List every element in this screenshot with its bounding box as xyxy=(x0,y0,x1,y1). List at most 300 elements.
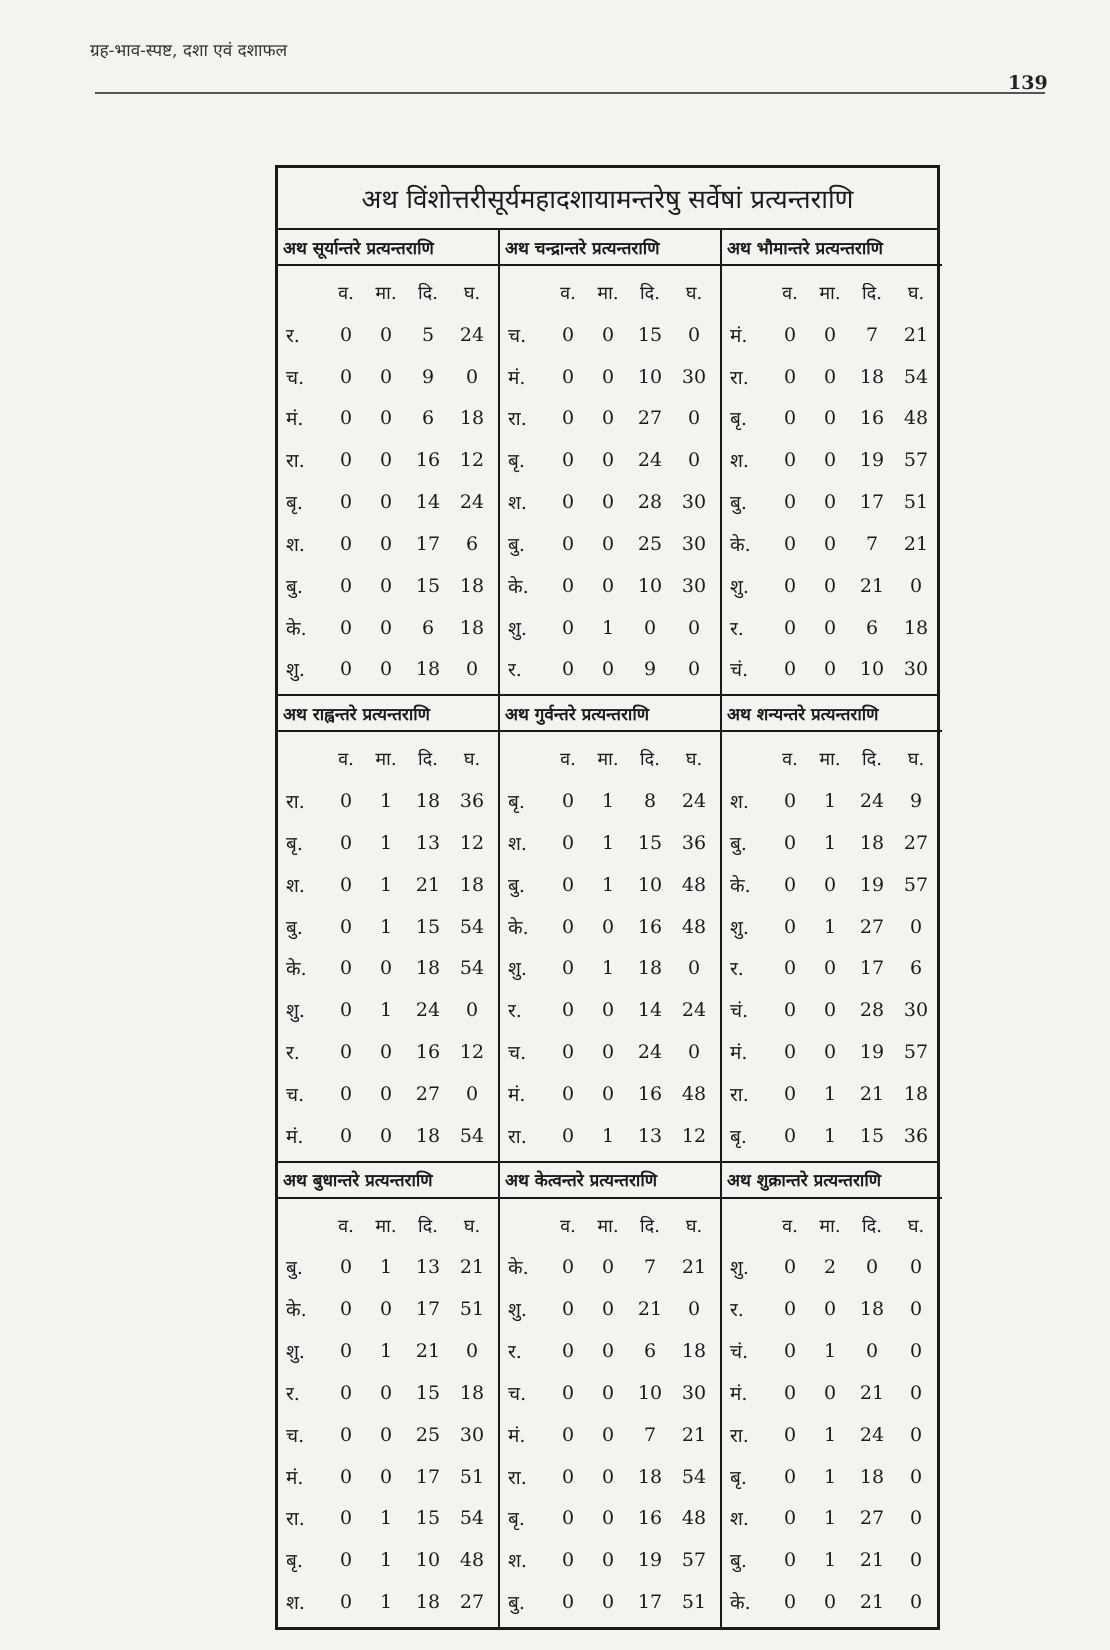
column-header-row xyxy=(282,272,494,314)
value-cell: 0 xyxy=(687,449,701,472)
planet-cell: च. xyxy=(508,1042,527,1065)
value-cell: 14 xyxy=(637,999,663,1022)
header-rule xyxy=(95,92,1045,94)
value-cell: 1 xyxy=(823,1124,837,1147)
value-cell: 0 xyxy=(561,658,575,681)
table-row xyxy=(282,864,494,906)
planet-cell: च. xyxy=(286,366,305,389)
value-cell: 0 xyxy=(823,407,837,430)
value-cell: 0 xyxy=(339,1256,353,1279)
planet-cell: च. xyxy=(286,1424,305,1447)
value-cell: 15 xyxy=(415,915,441,938)
value-cell: 1 xyxy=(823,1082,837,1105)
value-cell: 1 xyxy=(379,873,393,896)
value-cell: 30 xyxy=(681,491,707,514)
value-cell: 18 xyxy=(415,1591,441,1614)
table-row xyxy=(282,648,494,690)
value-cell: 15 xyxy=(637,831,663,854)
column-header: दि. xyxy=(862,282,882,304)
value-cell: 0 xyxy=(783,873,797,896)
planet-cell: शु. xyxy=(508,1299,527,1322)
sub-table-panel xyxy=(500,1163,722,1627)
table-row xyxy=(726,1414,938,1456)
value-cell: 0 xyxy=(687,407,701,430)
value-cell: 18 xyxy=(415,957,441,980)
value-cell: 0 xyxy=(379,1423,393,1446)
planet-cell: मं. xyxy=(508,1083,526,1106)
value-cell: 48 xyxy=(903,407,929,430)
value-cell: 15 xyxy=(859,1124,885,1147)
column-header: मा. xyxy=(375,749,397,771)
table-row xyxy=(726,906,938,948)
value-cell: 0 xyxy=(909,1465,923,1488)
value-cell: 0 xyxy=(561,1298,575,1321)
planet-cell: श. xyxy=(730,450,749,473)
value-cell: 0 xyxy=(339,407,353,430)
value-cell: 54 xyxy=(459,1507,485,1530)
value-cell: 19 xyxy=(637,1549,663,1572)
value-cell: 0 xyxy=(561,1381,575,1404)
value-cell: 12 xyxy=(459,1041,485,1064)
value-cell: 0 xyxy=(783,999,797,1022)
value-cell: 0 xyxy=(601,915,615,938)
value-cell: 0 xyxy=(783,323,797,346)
value-cell: 36 xyxy=(903,1124,929,1147)
value-cell: 0 xyxy=(561,365,575,388)
column-header: दि. xyxy=(862,1215,882,1237)
planet-cell: श. xyxy=(286,874,305,897)
planet-cell: शु. xyxy=(286,659,305,682)
value-cell: 0 xyxy=(823,491,837,514)
table-row xyxy=(504,565,716,607)
value-cell: 18 xyxy=(637,1465,663,1488)
value-cell: 0 xyxy=(783,1041,797,1064)
value-cell: 0 xyxy=(783,407,797,430)
value-cell: 0 xyxy=(783,1465,797,1488)
value-cell: 57 xyxy=(903,873,929,896)
value-cell: 9 xyxy=(421,365,435,388)
column-header: व. xyxy=(338,1215,354,1237)
column-header: घ. xyxy=(685,749,703,771)
table-row xyxy=(282,356,494,398)
value-cell: 18 xyxy=(859,1465,885,1488)
value-cell: 25 xyxy=(415,1423,441,1446)
planet-cell: बु. xyxy=(286,575,303,598)
value-cell: 0 xyxy=(823,658,837,681)
value-cell: 0 xyxy=(561,1507,575,1530)
table-row xyxy=(282,947,494,989)
value-cell: 6 xyxy=(421,407,435,430)
value-cell: 1 xyxy=(379,999,393,1022)
planet-cell: के. xyxy=(508,1257,529,1280)
planet-cell: के. xyxy=(508,916,529,939)
column-header-row xyxy=(282,738,494,780)
value-cell: 24 xyxy=(459,323,485,346)
sub-table-grid xyxy=(722,1199,942,1627)
column-header: मा. xyxy=(597,282,619,304)
value-cell: 0 xyxy=(379,1041,393,1064)
value-cell: 0 xyxy=(601,1507,615,1530)
table-row xyxy=(282,397,494,439)
value-cell: 17 xyxy=(415,532,441,555)
value-cell: 0 xyxy=(601,1256,615,1279)
value-cell: 0 xyxy=(339,1423,353,1446)
planet-cell: के. xyxy=(286,958,307,981)
value-cell: 1 xyxy=(601,831,615,854)
column-header-row xyxy=(726,1205,938,1247)
table-row xyxy=(726,989,938,1031)
value-cell: 0 xyxy=(783,532,797,555)
sub-table-panel xyxy=(722,696,942,1160)
value-cell: 0 xyxy=(601,574,615,597)
value-cell: 21 xyxy=(903,532,929,555)
table-row xyxy=(504,780,716,822)
column-header: घ. xyxy=(685,1215,703,1237)
value-cell: 30 xyxy=(903,658,929,681)
value-cell: 0 xyxy=(339,957,353,980)
planet-cell: र. xyxy=(730,958,744,981)
sub-table-panel xyxy=(500,230,722,694)
value-cell: 21 xyxy=(859,1591,885,1614)
planet-cell: रा. xyxy=(286,791,305,814)
table-row xyxy=(726,1031,938,1073)
value-cell: 0 xyxy=(339,1465,353,1488)
value-cell: 0 xyxy=(823,873,837,896)
value-cell: 0 xyxy=(783,1507,797,1530)
value-cell: 0 xyxy=(643,616,657,639)
value-cell: 0 xyxy=(339,790,353,813)
value-cell: 54 xyxy=(459,957,485,980)
planet-cell: रा. xyxy=(508,1466,527,1489)
table-row xyxy=(726,439,938,481)
table-row xyxy=(282,523,494,565)
value-cell: 1 xyxy=(823,1423,837,1446)
value-cell: 24 xyxy=(681,790,707,813)
table-row xyxy=(726,565,938,607)
planet-cell: बु. xyxy=(508,874,525,897)
planet-cell: र. xyxy=(508,1000,522,1023)
value-cell: 0 xyxy=(339,831,353,854)
column-header: दि. xyxy=(418,1215,438,1237)
sub-table-title: अथ चन्द्रान्तरे प्रत्यन्तराणि xyxy=(500,230,720,266)
value-cell: 21 xyxy=(637,1298,663,1321)
table-row xyxy=(282,1414,494,1456)
value-cell: 0 xyxy=(909,574,923,597)
table-row xyxy=(282,565,494,607)
value-cell: 18 xyxy=(859,1298,885,1321)
table-row xyxy=(504,1539,716,1581)
table-row xyxy=(504,864,716,906)
table-row xyxy=(504,1288,716,1330)
value-cell: 0 xyxy=(909,915,923,938)
value-cell: 30 xyxy=(681,1381,707,1404)
value-cell: 16 xyxy=(637,1082,663,1105)
planet-cell: र. xyxy=(730,1299,744,1322)
value-cell: 0 xyxy=(909,1298,923,1321)
value-cell: 18 xyxy=(415,790,441,813)
value-cell: 0 xyxy=(379,1298,393,1321)
value-cell: 51 xyxy=(459,1298,485,1321)
value-cell: 6 xyxy=(909,957,923,980)
value-cell: 8 xyxy=(643,790,657,813)
value-cell: 10 xyxy=(637,365,663,388)
value-cell: 0 xyxy=(379,658,393,681)
value-cell: 0 xyxy=(783,658,797,681)
planet-cell: बृ. xyxy=(508,791,525,814)
value-cell: 30 xyxy=(681,532,707,555)
column-header-row xyxy=(504,272,716,314)
table-row xyxy=(726,1581,938,1623)
value-cell: 0 xyxy=(561,616,575,639)
value-cell: 0 xyxy=(339,1041,353,1064)
value-cell: 17 xyxy=(415,1465,441,1488)
value-cell: 0 xyxy=(379,616,393,639)
column-header: मा. xyxy=(375,1215,397,1237)
value-cell: 1 xyxy=(823,1507,837,1530)
table-row xyxy=(282,607,494,649)
table-row xyxy=(726,607,938,649)
table-row xyxy=(726,1372,938,1414)
value-cell: 0 xyxy=(339,616,353,639)
value-cell: 0 xyxy=(783,1423,797,1446)
planet-cell: शु. xyxy=(730,575,749,598)
value-cell: 0 xyxy=(601,1381,615,1404)
running-head-title: ग्रह-भाव-स्पष्ट, दशा एवं दशाफल xyxy=(90,41,288,61)
value-cell: 0 xyxy=(823,999,837,1022)
table-row xyxy=(504,1330,716,1372)
planet-cell: श. xyxy=(286,533,305,556)
value-cell: 48 xyxy=(681,873,707,896)
value-cell: 1 xyxy=(823,915,837,938)
value-cell: 27 xyxy=(459,1591,485,1614)
sub-table-panel xyxy=(722,1163,942,1627)
planet-cell: बृ. xyxy=(286,1550,303,1573)
column-header: व. xyxy=(560,749,576,771)
value-cell: 0 xyxy=(561,1423,575,1446)
value-cell: 21 xyxy=(859,574,885,597)
planet-cell: बु. xyxy=(730,492,747,515)
value-cell: 0 xyxy=(561,957,575,980)
value-cell: 18 xyxy=(459,873,485,896)
value-cell: 21 xyxy=(903,323,929,346)
column-header: मा. xyxy=(819,749,841,771)
planet-cell: र. xyxy=(508,1341,522,1364)
planet-cell: मं. xyxy=(286,1125,304,1148)
value-cell: 6 xyxy=(465,532,479,555)
value-cell: 0 xyxy=(339,532,353,555)
table-row xyxy=(726,1456,938,1498)
value-cell: 1 xyxy=(379,790,393,813)
planet-cell: रा. xyxy=(730,1083,749,1106)
column-header: दि. xyxy=(640,282,660,304)
column-header: मा. xyxy=(819,1215,841,1237)
planet-cell: मं. xyxy=(286,1466,304,1489)
value-cell: 16 xyxy=(637,915,663,938)
value-cell: 0 xyxy=(561,1465,575,1488)
value-cell: 51 xyxy=(459,1465,485,1488)
column-header: व. xyxy=(782,282,798,304)
planet-cell: र. xyxy=(286,324,300,347)
value-cell: 15 xyxy=(415,574,441,597)
sub-table-grid xyxy=(722,266,942,694)
column-header: मा. xyxy=(375,282,397,304)
sub-table-title: अथ भौमान्तरे प्रत्यन्तराणि xyxy=(722,230,942,266)
value-cell: 24 xyxy=(415,999,441,1022)
value-cell: 1 xyxy=(379,1591,393,1614)
value-cell: 18 xyxy=(859,365,885,388)
table-row xyxy=(282,1497,494,1539)
value-cell: 10 xyxy=(637,1381,663,1404)
value-cell: 12 xyxy=(459,449,485,472)
planet-cell: मं. xyxy=(508,1424,526,1447)
column-header: घ. xyxy=(463,749,481,771)
value-cell: 18 xyxy=(903,1082,929,1105)
value-cell: 0 xyxy=(339,449,353,472)
value-cell: 0 xyxy=(865,1256,879,1279)
value-cell: 27 xyxy=(637,407,663,430)
planet-cell: बृ. xyxy=(508,1508,525,1531)
value-cell: 0 xyxy=(783,449,797,472)
value-cell: 0 xyxy=(783,1082,797,1105)
value-cell: 12 xyxy=(459,831,485,854)
table-row xyxy=(282,822,494,864)
value-cell: 0 xyxy=(823,449,837,472)
value-cell: 0 xyxy=(339,1298,353,1321)
value-cell: 18 xyxy=(459,616,485,639)
value-cell: 0 xyxy=(783,1381,797,1404)
planet-cell: मं. xyxy=(730,1382,748,1405)
table-row xyxy=(504,648,716,690)
value-cell: 0 xyxy=(783,790,797,813)
column-header-row xyxy=(726,738,938,780)
value-cell: 0 xyxy=(823,1381,837,1404)
planet-cell: रा. xyxy=(730,366,749,389)
planet-cell: बु. xyxy=(286,1257,303,1280)
value-cell: 0 xyxy=(379,957,393,980)
table-row xyxy=(504,356,716,398)
value-cell: 30 xyxy=(681,365,707,388)
sub-table-title: अथ बुधान्तरे प्रत्यन्तराणि xyxy=(278,1163,498,1199)
planet-cell: के. xyxy=(730,1592,751,1615)
column-header: दि. xyxy=(418,282,438,304)
column-header-row xyxy=(504,738,716,780)
value-cell: 27 xyxy=(859,1507,885,1530)
value-cell: 15 xyxy=(415,1507,441,1530)
value-cell: 0 xyxy=(561,915,575,938)
value-cell: 17 xyxy=(637,1591,663,1614)
value-cell: 0 xyxy=(561,1256,575,1279)
planet-cell: शु. xyxy=(508,617,527,640)
value-cell: 10 xyxy=(859,658,885,681)
value-cell: 0 xyxy=(561,999,575,1022)
value-cell: 0 xyxy=(783,1591,797,1614)
value-cell: 24 xyxy=(459,491,485,514)
value-cell: 9 xyxy=(909,790,923,813)
planet-cell: मं. xyxy=(730,1042,748,1065)
value-cell: 1 xyxy=(601,1124,615,1147)
planet-cell: बृ. xyxy=(286,492,303,515)
value-cell: 54 xyxy=(459,915,485,938)
value-cell: 0 xyxy=(601,1082,615,1105)
value-cell: 0 xyxy=(379,365,393,388)
planet-cell: शु. xyxy=(730,1257,749,1280)
value-cell: 0 xyxy=(339,323,353,346)
table-row xyxy=(282,1372,494,1414)
table-row xyxy=(282,1031,494,1073)
value-cell: 21 xyxy=(859,1082,885,1105)
planet-cell: रा. xyxy=(730,1424,749,1447)
table-row xyxy=(504,1073,716,1115)
sub-table-grid xyxy=(278,1199,498,1627)
table-row xyxy=(726,1288,938,1330)
value-cell: 18 xyxy=(459,407,485,430)
value-cell: 0 xyxy=(783,491,797,514)
table-row xyxy=(726,397,938,439)
value-cell: 25 xyxy=(637,532,663,555)
value-cell: 0 xyxy=(823,574,837,597)
value-cell: 0 xyxy=(909,1340,923,1363)
dasha-table xyxy=(275,165,940,1630)
value-cell: 0 xyxy=(339,658,353,681)
planet-cell: रा. xyxy=(508,408,527,431)
table-row xyxy=(504,314,716,356)
value-cell: 10 xyxy=(415,1549,441,1572)
value-cell: 0 xyxy=(379,574,393,597)
column-header: दि. xyxy=(862,749,882,771)
value-cell: 16 xyxy=(859,407,885,430)
value-cell: 0 xyxy=(783,831,797,854)
value-cell: 0 xyxy=(339,999,353,1022)
planet-cell: शु. xyxy=(286,1000,305,1023)
sub-table-grid xyxy=(722,732,942,1160)
planet-cell: र. xyxy=(286,1042,300,1065)
table-title: अथ विंशोत्तरीसूर्यमहादशायामन्तरेषु सर्वेषां प्रत्यन्तराणि xyxy=(278,168,937,230)
value-cell: 0 xyxy=(561,1549,575,1572)
table-row xyxy=(282,780,494,822)
value-cell: 0 xyxy=(561,1591,575,1614)
planet-cell: शु. xyxy=(508,958,527,981)
value-cell: 0 xyxy=(601,1041,615,1064)
value-cell: 48 xyxy=(459,1549,485,1572)
value-cell: 7 xyxy=(865,323,879,346)
planet-cell: के. xyxy=(730,533,751,556)
value-cell: 0 xyxy=(339,1549,353,1572)
table-row xyxy=(282,1456,494,1498)
value-cell: 0 xyxy=(687,323,701,346)
table-row xyxy=(282,1330,494,1372)
table-row xyxy=(504,397,716,439)
page-number: 139 xyxy=(1008,72,1048,94)
value-cell: 1 xyxy=(601,790,615,813)
planet-cell: बृ. xyxy=(730,1125,747,1148)
value-cell: 0 xyxy=(379,1082,393,1105)
table-row xyxy=(726,1539,938,1581)
value-cell: 21 xyxy=(859,1381,885,1404)
value-cell: 21 xyxy=(859,1549,885,1572)
table-row xyxy=(282,1288,494,1330)
value-cell: 0 xyxy=(783,365,797,388)
value-cell: 18 xyxy=(415,658,441,681)
table-row xyxy=(504,1246,716,1288)
planet-cell: बृ. xyxy=(508,450,525,473)
value-cell: 0 xyxy=(379,532,393,555)
value-cell: 0 xyxy=(823,1591,837,1614)
planet-cell: चं. xyxy=(730,659,749,682)
planet-cell: चं. xyxy=(730,1341,749,1364)
value-cell: 36 xyxy=(681,831,707,854)
table-row xyxy=(504,439,716,481)
table-row xyxy=(726,780,938,822)
